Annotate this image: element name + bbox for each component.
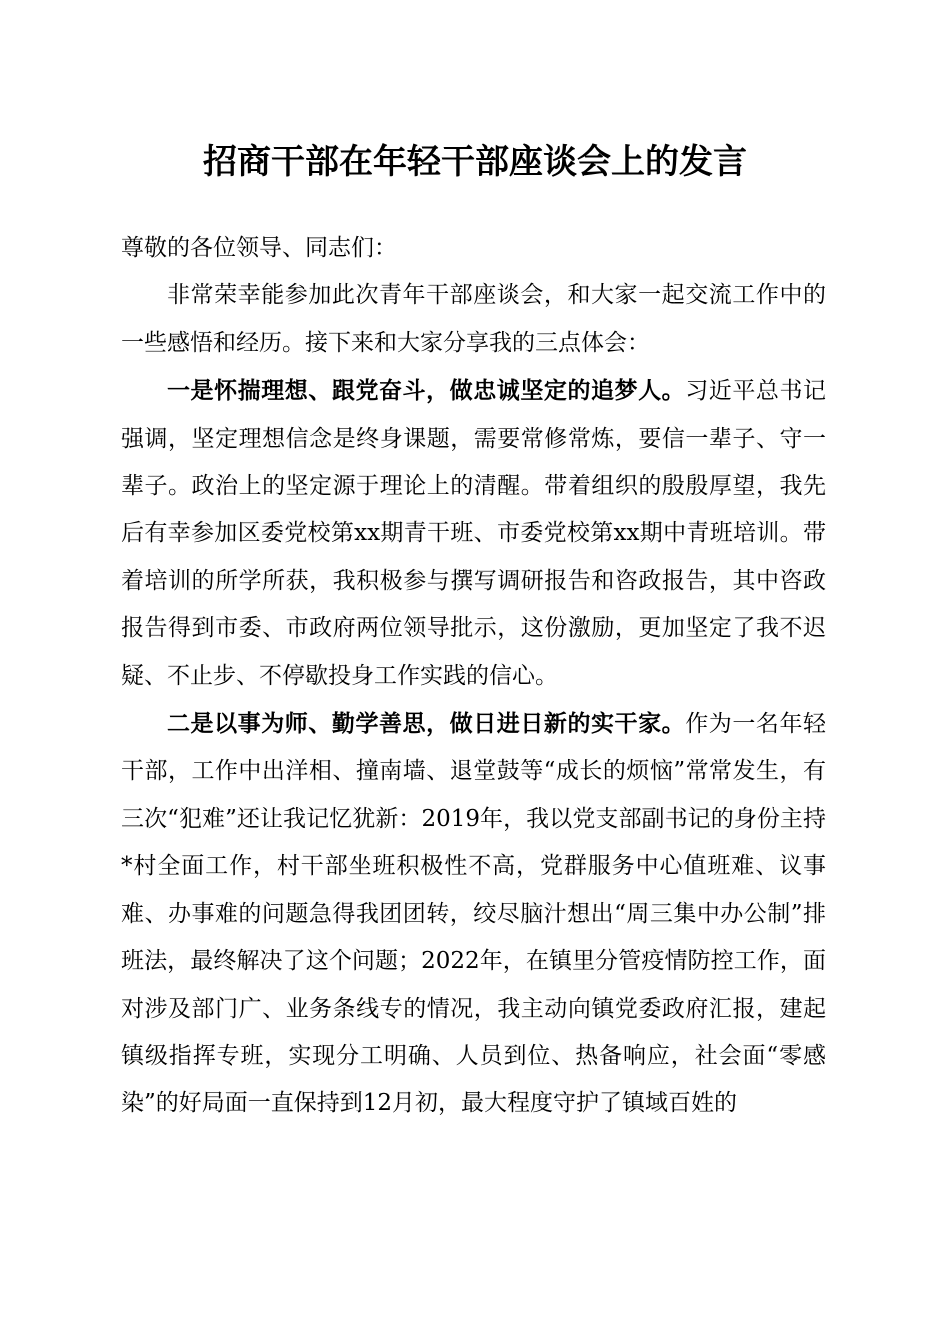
- paragraph-lead: 二是以事为师、勤学善思，做日进日新的实干家。: [167, 710, 686, 738]
- paragraph-text: 非常荣幸能参加此次青年干部座谈会，和大家一起交流工作中的一些感悟和经历。接下来和大家分享我的三点体会：: [121, 282, 826, 356]
- document-title: 招商干部在年轻干部座谈会上的发言: [203, 142, 747, 182]
- paragraph-lead: 一是怀揣理想、跟党奋斗，做忠诚坚定的追梦人。: [167, 377, 686, 405]
- paragraph-point-two: [121, 700, 826, 1128]
- paragraph-text: 习近平总书记强调，坚定理想信念是终身课题，需要常修常炼，要信一辈子、守一辈子。政治上的坚定源于理论上的清醒。带着组织的殷殷厚望，我先后有幸参加区委党校第xx期青干班、市委党校第xx期中青班培训。带着培训的所学所获，我积极参与撰写调研报告和咨政报告，其中咨政报告得到市委、市政府两位领导批示，这份激励，更加坚定了我不迟疑、不止步、不停歇投身工作实践的信心。: [121, 378, 827, 689]
- document-body: [121, 225, 826, 1128]
- salutation: 尊敬的各位领导、同志们：: [121, 235, 397, 261]
- paragraph-text: 作为一名年轻干部，工作中出洋相、撞南墙、退堂鼓等“成长的烦恼”常常发生，有三次“犯难”还让我记忆犹新：2019年，我以党支部副书记的身份主持*村全面工作，村干部坐班积极性不高，党群服务中心值班难、议事难、办事难的问题急得我团团转，绞尽脑汁想出“周三集中办公制”排班法，最终解决了这个问题；2022年，在镇里分管疫情防控工作，面对涉及部门广、业务条线专的情况，我主动向镇党委政府汇报，建起镇级指挥专班，实现分工明确、人员到位、热备响应，社会面“零感染”的好局面一直保持到12月初，最大程度守护了镇域百姓的: [121, 711, 827, 1117]
- paragraph-point-one: [121, 367, 826, 700]
- paragraph-intro: [121, 272, 826, 367]
